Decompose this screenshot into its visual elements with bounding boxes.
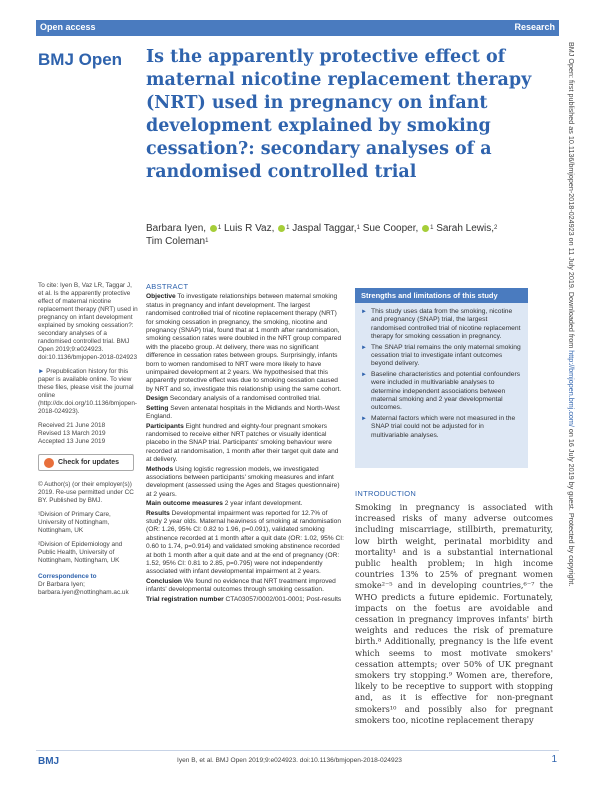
affiliation-marker: 2 (494, 225, 498, 231)
abstract-section-text: We found no evidence that NRT treatment improved infants' developmental outcomes through smoking cessation. (146, 577, 336, 594)
copyright-text: © Author(s) (or their employer(s)) 2019. Re-use permitted under CC BY. Published by BMJ. (38, 481, 134, 504)
bullet-icon: ► (361, 415, 367, 422)
bullet-icon: ► (38, 368, 45, 375)
abstract-section (146, 596, 344, 604)
abstract-section (146, 293, 344, 394)
article-sidebar (38, 282, 138, 597)
abstract-section-label: Setting (146, 404, 169, 412)
abstract-section-label: Main outcome measures (146, 500, 223, 508)
article-title: Is the apparently protective effect of maternal nicotine replacement therapy (NRT) used in pregnancy on infant development explained by smoking cessation?: secondary analyses of a randomised controlled trial (146, 47, 532, 182)
strengths-list (355, 303, 528, 440)
date-block (38, 422, 138, 446)
strength-text: Baseline characteristics and potential confounders were included in multivariable analyses to determine independent associations between maternal smoking and 2 year developmental outcomes. (371, 370, 521, 412)
author-name: Luis R Vaz, (223, 223, 275, 234)
revised-date: Revised 13 March 2019 (38, 430, 106, 437)
journal-link[interactable]: http://bmjopen.bmj.com/ (567, 350, 576, 427)
abstract-section-label: Conclusion (146, 577, 182, 585)
strength-item (361, 415, 522, 440)
abstract-section (146, 466, 344, 500)
abstract-section (146, 405, 344, 422)
introduction (355, 489, 553, 726)
footer-brand: BMJ (38, 756, 60, 767)
abstract-section-text: 2 year infant development. (222, 500, 303, 508)
abstract-section-label: Design (146, 395, 168, 403)
bullet-icon: ► (361, 371, 367, 378)
journal-logo: BMJ Open (38, 50, 123, 69)
author-name: Jaspal Taggar, (292, 223, 357, 234)
affiliation-1: ¹Division of Primary Care, University of Nottingham, Nottingham, UK (38, 511, 111, 534)
correspondence-heading: Correspondence to (38, 573, 97, 580)
abstract-section-text: Developmental impairment was reported for 12.7% of study 2 year olds. Maternal heaviness of smoking at randomisation (OR: 1.26, 95% CI: 0.82 to 1.96, p=0.091), validated smoking abstinence recorded at 1 month after a quit date (OR: 1.02, 95% CI: 0.60 to 1.74, p=0.914) and validated smoking abstinence recorded at both 1 month after a quit date and at the end of pregnancy (OR: 1.52, 95% CI: 0.81 to 2.85, p=0.795) were not independently associated with infant developmental impairment at 2 years. (146, 509, 344, 576)
affiliation-2: ²Division of Epidemiology and Public Health, University of Nottingham, Nottingham, UK (38, 541, 123, 564)
affiliation-marker: 1 (356, 225, 360, 231)
open-access-label: Open access (40, 22, 96, 32)
cite-text: To cite: Iyen B, Vaz LR, Taggar J, et al. Is the apparently protective effect of maternal nicotine replacement therapy (NRT) used in pregnancy on infant development explained by smoking cessation?: secondary analyses of a randomised controlled trial. BMJ Open 2019;9:e024923. doi:10.1136/bmjopen-2018-024923 (38, 282, 138, 361)
strengths-heading: Strengths and limitations of this study (355, 288, 528, 303)
affiliation-marker: 1 (286, 225, 290, 231)
strength-text: Maternal factors which were not measured in the SNAP trial could not be adjusted for in multivariable analyses. (371, 414, 516, 439)
vertical-download-notice (567, 42, 576, 782)
abstract-body (146, 293, 344, 604)
bullet-icon: ► (361, 344, 367, 351)
abstract-section-label: Methods (146, 465, 174, 473)
abstract-heading: ABSTRACT (146, 282, 189, 291)
received-date: Received 21 June 2018 (38, 422, 106, 429)
prepub-text: Prepublication history for this paper is available online. To view these files, please visit the journal online (http://dx.doi.org/10.1136/bmjopen-2018-024923). (38, 368, 137, 415)
strength-item (361, 371, 522, 413)
abstract-section (146, 395, 344, 403)
top-bar (36, 20, 559, 36)
strength-item (361, 344, 522, 369)
abstract-section-label: Results (146, 509, 170, 517)
abstract-section-label: Trial registration number (146, 595, 224, 603)
abstract-section-text: Using logistic regression models, we investigated associations between participants' smoking measures and infant development (assessed using the Ages and Stages questionnaire) at 2 years. (146, 465, 340, 498)
affiliation-marker: 1 (205, 238, 209, 244)
strength-text: The SNAP trial remains the only maternal smoking cessation trial to investigate infant outcomes beyond delivery. (371, 343, 521, 368)
abstract-section (146, 423, 344, 465)
author-name: Tim Coleman (146, 236, 206, 247)
intro-heading: INTRODUCTION (355, 489, 417, 498)
abstract-section (146, 578, 344, 595)
abstract-section (146, 510, 344, 577)
prepub-note (38, 368, 138, 416)
author-name: Barbara Iyen, (146, 223, 207, 234)
author-name: Sue Cooper, (362, 223, 419, 234)
abstract-section-text: To investigate relationships between maternal smoking status in pregnancy and infant development. The largest randomised controlled trial of nicotine replacement therapy (NRT) for smoking cessation in pregnancy, the smoking, nicotine and pregnancy (SNAP) trial, found that at 1 month after randomisation, smoking cessation rates were doubled in the NRT group compared with the placebo group. At delivery, there was no significant difference in cessation rates between groups. Surprisingly, infants born to women randomised to NRT were more likely to have unimpaired development at 2 years. We hypothesised that this apparently protective effect was due to smoking cessation caused by NRT and so, investigate this relationship using the same cohort. (146, 293, 342, 393)
vertical-post: on 16 July 2019 by guest. Protected by copyright. (567, 426, 576, 587)
author-list (146, 222, 551, 248)
author-name: Sarah Lewis, (436, 223, 495, 234)
page-number: 1 (551, 754, 557, 765)
correspondence-text: Dr Barbara Iyen; barbara.iyen@nottingham.ac.uk (38, 581, 129, 596)
strengths-box (355, 288, 528, 468)
orcid-icon[interactable] (278, 225, 285, 232)
strength-item (361, 308, 522, 342)
strength-text: This study uses data from the smoking, nicotine and pregnancy (SNAP) trial, the largest randomised controlled trial of nicotine replacement therapy for smoking cessation in pregnancy. (371, 308, 521, 341)
accepted-date: Accepted 13 June 2019 (38, 438, 106, 445)
check-updates-label: Check for updates (58, 458, 120, 466)
abstract-section-text: Seven antenatal hospitals in the Midlands and North-West England. (146, 404, 340, 421)
check-for-updates-button[interactable] (38, 454, 134, 471)
orcid-icon[interactable] (422, 225, 429, 232)
abstract-section-text: Eight hundred and eighty-four pregnant smokers randomised to receive either NRT patches or visually identical placebo in the SNAP trial. Participants' smoking behaviour were recorded at randomisation, 1 month after their target quit date and at delivery. (146, 422, 339, 464)
abstract-section-text: Secondary analysis of a randomised controlled trial. (167, 395, 321, 403)
abstract-section-text: CTA03057/0002/001-0001; Post-results (223, 595, 342, 603)
abstract-section-label: Participants (146, 422, 184, 430)
footer-rule (36, 750, 559, 751)
intro-paragraph: Smoking in pregnancy is associated with increased risks of many adverse outcomes including miscarriage, stillbirth, prematurity, low birth weight, perinatal morbidity and mortality¹ and is a substantial international public health problem; in high income countries 13% to 25% of pregnant women smoke²⁻⁵ and in developing countries,⁶⁻⁷ the WHO predicts a future epidemic. Fortunately, impacts on the foetus are avoidable and cessation in pregnancy improves infants' birth weights and reduces the risk of premature birth.⁸ Additionally, pregnancy is the life event which seems to most motivate smokers' cessation attempts; over 50% of UK pregnant smokers try stopping.⁹ Women are, therefore, likely to be receptive to support with stopping and, as it is effective for non-pregnant smokers¹⁰ and possibly also for pregnant smokers too, nicotine replacement therapy (355, 502, 553, 725)
vertical-pre: BMJ Open: first published as 10.1136/bmjopen-2018-024923 on 11 July 2019. Downloaded from (567, 42, 576, 351)
abstract (146, 283, 344, 605)
update-icon (44, 458, 54, 468)
abstract-section-label: Objective (146, 293, 176, 301)
orcid-icon[interactable] (210, 225, 217, 232)
affiliation-marker: 1 (217, 225, 222, 231)
abstract-section (146, 500, 344, 508)
bullet-icon: ► (361, 309, 367, 315)
footer-citation: Iyen B, et al. BMJ Open 2019;9:e024923. doi:10.1136/bmjopen-2018-024923 (177, 757, 402, 764)
affiliation-marker: 1 (430, 225, 434, 231)
research-label: Research (514, 22, 555, 32)
